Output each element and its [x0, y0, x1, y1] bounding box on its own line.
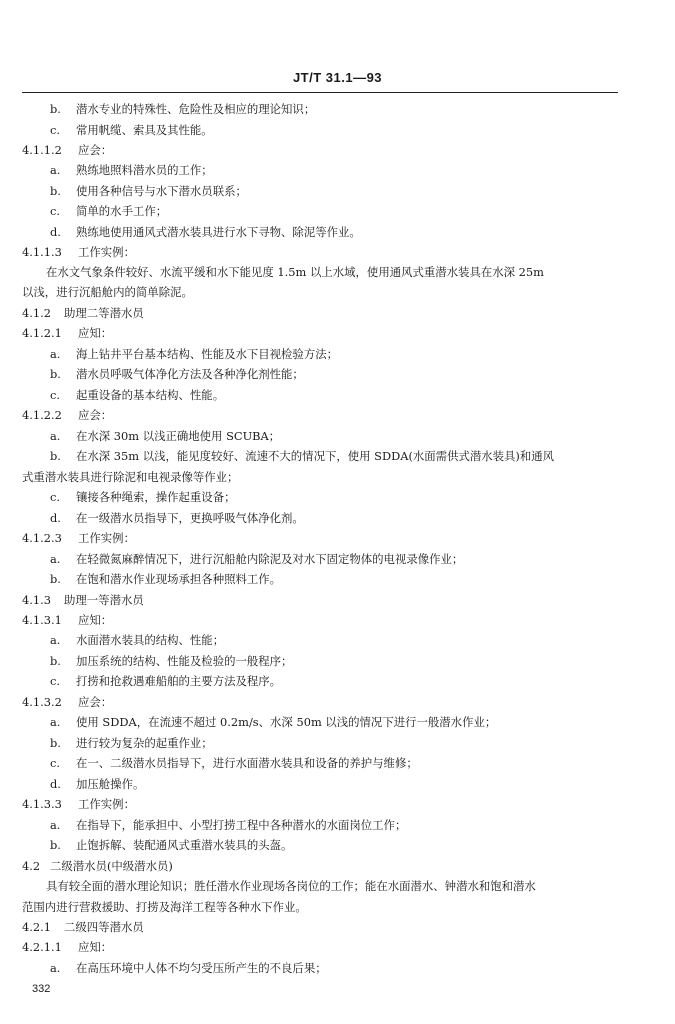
item-label: d. — [50, 777, 61, 791]
item-text: 加压系统的结构、性能及检验的一般程序； — [76, 654, 293, 668]
item-label: b. — [50, 572, 61, 586]
item-text: 加压舱操作。 — [76, 777, 145, 791]
section-number: 4.1.1.3 — [22, 245, 62, 259]
item-text: 在一、二级潜水员指导下，进行水面潜水装具和设备的养护与维修； — [76, 756, 418, 770]
standard-code: JT/T 31.1—93 — [292, 70, 383, 85]
section-title: 助理一等潜水员 — [64, 593, 144, 607]
item-label: b. — [50, 184, 61, 198]
header-rule — [22, 92, 618, 93]
section-number: 4.1.3.3 — [22, 797, 62, 811]
section-number: 4.1.1.2 — [22, 143, 62, 157]
item-label: a. — [50, 347, 61, 361]
item-text: 进行较为复杂的起重作业； — [76, 736, 213, 750]
section-title: 工作实例： — [78, 245, 135, 259]
section-title: 应知： — [78, 326, 113, 340]
item-text: 水面潜水装具的结构、性能； — [76, 633, 225, 647]
item-label: b. — [50, 449, 61, 463]
section-title: 工作实例： — [78, 797, 135, 811]
page-number: 332 — [32, 983, 51, 995]
item-label: c. — [50, 756, 61, 770]
item-label: c. — [50, 204, 61, 218]
item-text: 在一级潜水员指导下，更换呼吸气体净化剂。 — [76, 511, 304, 525]
item-label: a. — [50, 429, 61, 443]
item-text: 打捞和抢救遇难船舶的主要方法及程序。 — [76, 674, 282, 688]
section-number: 4.1.2.3 — [22, 531, 62, 545]
item-label: a. — [50, 633, 61, 647]
item-text: 在指导下，能承担中、小型打捞工程中各种潜水的水面岗位工作； — [76, 818, 407, 832]
section-number: 4.2.1.1 — [22, 940, 62, 954]
item-text: 在水深 30m 以浅正确地使用 SCUBA； — [76, 429, 281, 443]
item-label: a. — [50, 961, 61, 975]
paragraph-text: 以浅，进行沉船舱内的简单除泥。 — [22, 285, 193, 299]
item-text: 在高压环境中人体不均匀受压所产生的不良后果； — [76, 961, 327, 975]
item-label: b. — [50, 654, 61, 668]
section-number: 4.1.3.2 — [22, 695, 62, 709]
section-number: 4.2.1 — [22, 920, 51, 934]
section-title: 二级四等潜水员 — [64, 920, 144, 934]
paragraph-text: 在水文气象条件较好、水流平缓和水下能见度 1.5m 以上水域，使用通风式重潜水装具在水深 25m — [46, 265, 544, 279]
item-text: 海上钻井平台基本结构、性能及水下目视检验方法； — [76, 347, 338, 361]
section-title: 助理二等潜水员 — [64, 306, 144, 320]
item-label: a. — [50, 818, 61, 832]
section-title: 工作实例： — [78, 531, 135, 545]
item-label: c. — [50, 123, 61, 137]
item-label: a. — [50, 715, 61, 729]
section-number: 4.1.3 — [22, 593, 51, 607]
section-title: 二级潜水员(中级潜水员) — [50, 859, 173, 873]
item-label: c. — [50, 490, 61, 504]
item-label: a. — [50, 163, 61, 177]
section-title: 应会： — [78, 408, 113, 422]
item-label: a. — [50, 552, 61, 566]
section-title: 应知： — [78, 940, 113, 954]
section-number: 4.1.2.1 — [22, 326, 62, 340]
paragraph-text: 具有较全面的潜水理论知识；胜任潜水作业现场各岗位的工作；能在水面潜水、钟潜水和饱和潜水 — [46, 879, 536, 893]
item-text: 镶接各种绳索，操作起重设备； — [76, 490, 236, 504]
item-label: b. — [50, 736, 61, 750]
section-number: 4.1.3.1 — [22, 613, 62, 627]
item-text: 使用各种信号与水下潜水员联系； — [76, 184, 247, 198]
section-title: 应知： — [78, 613, 113, 627]
item-label: d. — [50, 225, 61, 239]
section-number: 4.1.2.2 — [22, 408, 62, 422]
section-title: 应会： — [78, 695, 113, 709]
item-text: 潜水专业的特殊性、危险性及相应的理论知识； — [76, 102, 316, 116]
item-text: 熟练地使用通风式潜水装具进行水下寻物、除泥等作业。 — [76, 225, 361, 239]
section-number: 4.1.2 — [22, 306, 51, 320]
item-text: 在饱和潜水作业现场承担各种照料工作。 — [76, 572, 282, 586]
item-label: c. — [50, 674, 61, 688]
item-text: 使用 SDDA，在流速不超过 0.2m/s、水深 50m 以浅的情况下进行一般潜水作业； — [76, 715, 497, 729]
item-label: b. — [50, 102, 61, 116]
item-text: 在轻微氮麻醉情况下，进行沉船舱内除泥及对水下固定物体的电视录像作业； — [76, 552, 464, 566]
item-label: c. — [50, 388, 61, 402]
item-text: 止饱拆解、装配通风式重潜水装具的头盔。 — [76, 838, 293, 852]
paragraph-text: 式重潜水装具进行除泥和电视录像等作业； — [22, 470, 239, 484]
item-label: d. — [50, 511, 61, 525]
section-title: 应会： — [78, 143, 113, 157]
item-text: 简单的水手工作； — [76, 204, 168, 218]
paragraph-text: 范围内进行营救援助、打捞及海洋工程等各种水下作业。 — [22, 900, 307, 914]
item-text: 熟练地照料潜水员的工作； — [76, 163, 213, 177]
item-label: b. — [50, 838, 61, 852]
item-text: 在水深 35m 以浅，能见度较好、流速不大的情况下，使用 SDDA(水面需供式潜水装具)和通风 — [76, 449, 555, 463]
item-text: 潜水员呼吸气体净化方法及各种净化剂性能； — [76, 367, 304, 381]
item-label: b. — [50, 367, 61, 381]
section-number: 4.2 — [22, 859, 41, 873]
item-text: 常用帆缆、索具及其性能。 — [76, 123, 213, 137]
item-text: 起重设备的基本结构、性能。 — [76, 388, 225, 402]
